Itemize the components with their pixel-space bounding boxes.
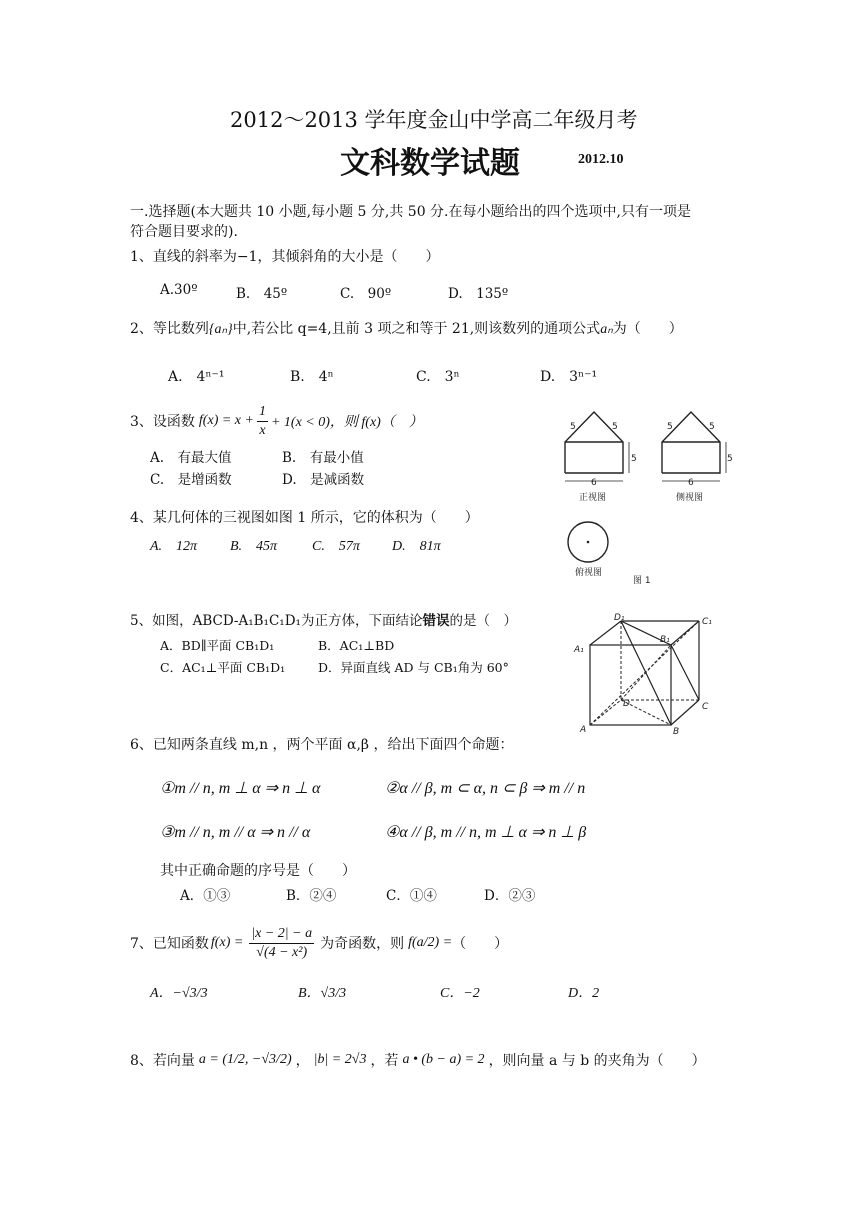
q4-option-d: D. 81π — [392, 539, 441, 554]
q7-den: √(4 − x²) — [256, 944, 308, 960]
q2-option-c: C. 3ⁿ — [416, 369, 460, 385]
q5-option-a: A．BD∥平面 CB₁D₁ — [160, 638, 275, 653]
q3-fx: f(x) = x + — [198, 413, 254, 428]
q8-stem-a: 8、若向量 — [130, 1053, 195, 1069]
q7-fa: f(a/2) = — [408, 935, 453, 950]
cube-label-a: A — [580, 725, 587, 735]
cube-figure — [568, 612, 718, 738]
section-heading-line1: 一.选择题(本大题共 10 小题,每小题 5 分,共 50 分.在每小题给出的四个选项中,只有一项是 — [130, 204, 691, 220]
cube-label-c1: C₁ — [702, 617, 712, 627]
q1-option-a: A.30º — [160, 282, 198, 298]
q5-option-b: B．AC₁⊥BD — [318, 638, 395, 653]
cube-label-b1: B₁ — [660, 635, 670, 645]
q2-option-d: D. 3ⁿ⁻¹ — [540, 369, 598, 385]
q2-stem-c: 为（ ） — [612, 321, 683, 337]
q1-option-b: B. 45º — [236, 286, 288, 302]
q6-option-b: B．②④ — [286, 888, 337, 904]
q7-option-c: C．−2 — [440, 986, 480, 1001]
q2-stem-a: 2、等比数列 — [130, 321, 209, 337]
q5-option-d: D．异面直线 AD 与 CB₁角为 60° — [318, 660, 509, 675]
q1-stem: 1、直线的斜率为−1，其倾斜角的大小是（ ） — [130, 249, 440, 265]
cube-label-d1: D₁ — [614, 613, 625, 623]
q8-stem-c: ，则向量 a 与 b 的夹角为（ ） — [488, 1053, 706, 1069]
q7-option-b: B．√3/3 — [298, 986, 347, 1001]
q6-ask: 其中正确命题的序号是（ ） — [160, 863, 356, 879]
q6-stem: 6、已知两条直线 m,n ，两个平面 α,β ，给出下面四个命题： — [130, 737, 514, 753]
q2-option-b: B. 4ⁿ — [290, 369, 334, 385]
front-dim-left: 5 — [570, 422, 576, 432]
q7-option-d: D．2 — [568, 986, 600, 1001]
q2-stem — [130, 318, 683, 338]
q5-stem-a: 5、如图，ABCD-A₁B₁C₁D₁为正方体，下面结论 — [130, 613, 423, 629]
q3-option-a: A. 有最大值 — [150, 450, 232, 466]
q5-wrong-emphasis: 错误 — [422, 613, 450, 629]
q3-stem-a: 3、设函数 — [130, 414, 195, 430]
front-view-label: 正视图 — [579, 493, 607, 503]
side-view-label: 侧视图 — [676, 493, 704, 503]
cube-label-d: D — [623, 699, 630, 709]
top-view-label: 俯视图 — [575, 568, 603, 578]
front-dim-width: 6 — [591, 478, 597, 488]
q6-prop-2: ②α // β, m ⊂ α, n ⊂ β ⇒ m // n — [385, 780, 586, 797]
exam-title: 2012～2013 学年度金山中学高二年级月考 — [230, 108, 638, 132]
q2-stem-b: 中,若公比 q=4,且前 3 项之和等于 21,则该数列的通项公式 — [232, 321, 601, 337]
q7-option-a: A．−√3/3 — [150, 986, 208, 1001]
q5-stem — [130, 609, 517, 629]
q7-fraction — [249, 925, 314, 962]
q6-prop-1: ①m // n, m ⊥ α ⇒ n ⊥ α — [160, 780, 321, 797]
q1-option-c: C. 90º — [340, 286, 392, 302]
q4-stem: 4、某几何体的三视图如图 1 所示，它的体积为（ ） — [130, 510, 479, 526]
q3-rest: + 1(x < 0)，则 f(x)（ ） — [270, 415, 423, 430]
q3-stem — [130, 399, 423, 443]
q1-option-d: D. 135º — [448, 286, 509, 302]
side-dim-height: 5 — [727, 454, 733, 464]
cube-label-a1: A₁ — [574, 645, 584, 655]
q6-prop-3: ③m // n, m // α ⇒ n // α — [160, 824, 311, 841]
q6-prop-4: ④α // β, m // n, m ⊥ α ⇒ n ⊥ β — [385, 824, 587, 841]
three-view-figure — [555, 405, 735, 590]
side-dim-right: 5 — [709, 422, 715, 432]
q5-stem-b: 的是（ ） — [449, 613, 517, 629]
top-view-center — [587, 541, 590, 544]
exam-date: 2012.10 — [578, 152, 624, 167]
q6-option-a: A．①③ — [180, 888, 231, 904]
q6-option-d: D．②③ — [484, 888, 536, 904]
q7-num: |x − 2| − a — [249, 925, 314, 944]
q8-stem-b: ，若 — [370, 1053, 399, 1069]
front-dim-right: 5 — [612, 422, 618, 432]
q4-option-c: C. 57π — [312, 539, 360, 554]
q3-option-c: C. 是增函数 — [150, 472, 232, 488]
q3-option-b: B. 有最小值 — [282, 450, 364, 466]
side-dim-width: 6 — [688, 478, 694, 488]
q3-option-d: D. 是减函数 — [282, 472, 365, 488]
front-dim-height: 5 — [631, 454, 637, 464]
q2-option-a: A. 4ⁿ⁻¹ — [168, 369, 225, 385]
q8-stem: 8、若向量 a = (1/2, −√3/2) ， |b| = 2√3 ，若 a • (b − a) = 2 ，则向量 a 与 b 的夹角为（ ） — [130, 1052, 706, 1069]
q8-vector-a: a = (1/2, −√3/2) — [198, 1052, 292, 1067]
q3-frac-num: 1 — [257, 403, 268, 422]
cube-label-c: C — [702, 702, 709, 712]
q3-frac-den: x — [259, 422, 266, 438]
figure-1-label: 图 1 — [633, 576, 651, 586]
q4-option-a: A. 12π — [150, 539, 198, 554]
q7-fx: f(x) = — [210, 935, 244, 950]
q7-stem — [130, 918, 508, 968]
q4-option-b: B. 45π — [230, 539, 278, 554]
q7-stem-a: 7、已知函数 — [130, 936, 209, 952]
section-heading-line2: 符合题目要求的). — [130, 224, 238, 240]
q3-fraction — [257, 403, 268, 440]
q2-an: aₙ — [600, 322, 613, 337]
q5-option-c: C．AC₁⊥平面 CB₁D₁ — [160, 660, 286, 675]
q7-paren: （ ） — [452, 936, 509, 952]
q8-dot-product: a • (b − a) = 2 — [402, 1052, 485, 1067]
side-dim-left: 5 — [667, 422, 673, 432]
q7-stem-b: 为奇函数，则 — [320, 936, 405, 952]
q8-length-b: |b| = 2√3 — [313, 1052, 367, 1067]
q2-seq: {aₙ} — [208, 322, 233, 337]
q6-option-c: C．①④ — [386, 888, 437, 904]
cube-label-b: B — [673, 727, 680, 737]
exam-subtitle: 文科数学试题 — [340, 146, 520, 181]
